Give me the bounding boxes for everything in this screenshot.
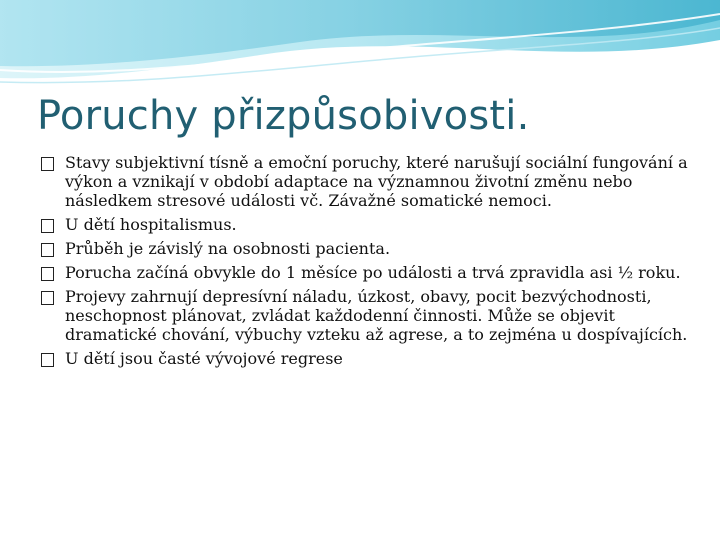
bullet-text: U dětí jsou časté vývojové regrese [65,349,343,368]
bullet-box-icon [41,267,54,281]
bullet-box-icon [41,291,54,305]
list-item [40,239,700,258]
slide-title: Poruchy přizpůsobivosti. [37,93,530,139]
list-item [40,215,700,234]
header-wave-decoration [0,0,720,90]
bullet-box-icon [41,243,54,257]
bullet-text: Projevy zahrnují depresívní náladu, úzkost, obavy, pocit bezvýchodnosti, neschopnost plánovat, zvládat každodenní činnosti. Může se objevit dramatické chování, výbuchy vzteku až agrese, a to zejména u dospívajících. [65,287,688,344]
list-item [40,349,700,368]
bullet-text: Porucha začíná obvykle do 1 měsíce po události a trvá zpravidla asi ½ roku. [65,263,681,282]
bullet-text: U dětí hospitalismus. [65,215,237,234]
bullet-box-icon [41,157,54,171]
bullet-list [40,153,700,373]
bullet-text: Průběh je závislý na osobnosti pacienta. [65,239,391,258]
list-item [40,263,700,282]
list-item [40,153,700,210]
list-item [40,287,700,344]
bullet-box-icon [41,353,54,367]
bullet-box-icon [41,219,54,233]
bullet-text: Stavy subjektivní tísně a emoční poruchy, které narušují sociální fungování a výkon a vznikají v období adaptace na významnou životní změnu nebo následkem stresové události vč. Závažné somatické nemoci. [65,153,688,210]
